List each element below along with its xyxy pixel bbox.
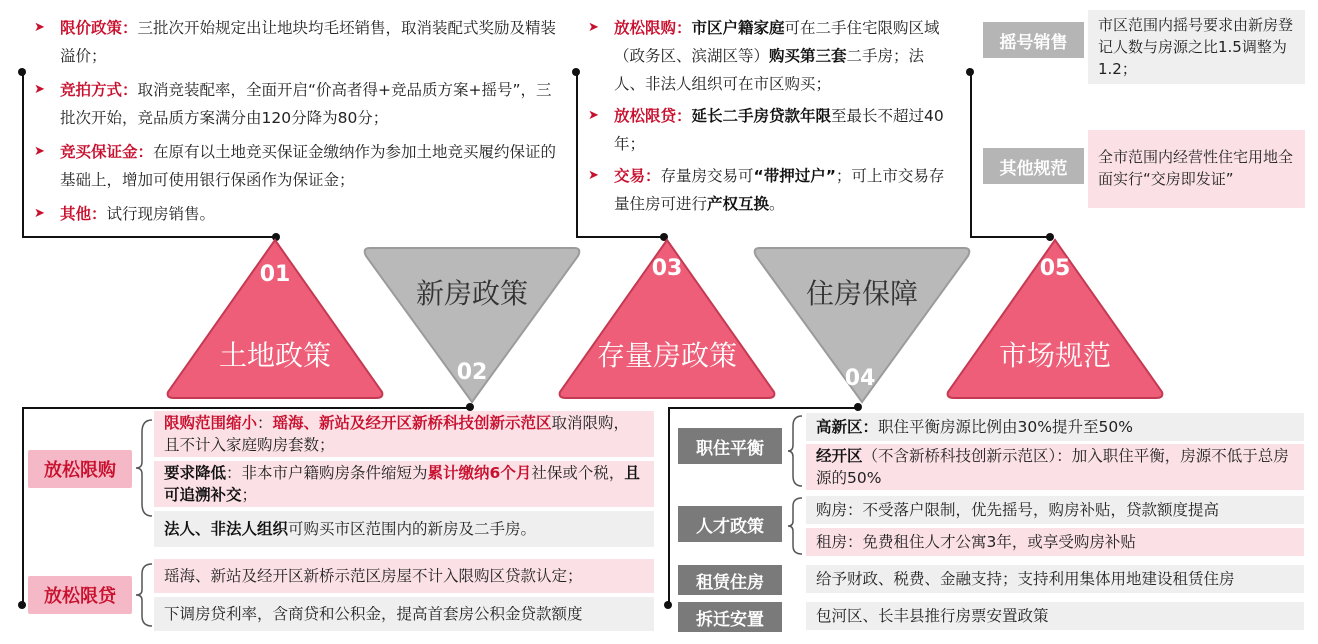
item-bold: 产权互换 [707,195,770,213]
item-bold: 瑶海、新站及经开区新桥科技创新示范区 [272,414,552,432]
list-item [30,76,560,132]
rental-housing-label: 租赁住房 [678,565,782,595]
lottery-sales-label: 摇号销售 [983,22,1084,58]
triangle-number: 03 [651,256,683,281]
item-text: 可购买市区范围内的新房及二手房。 [288,520,537,538]
connector-line [576,74,578,238]
item-label: 竞拍方式： [60,81,138,99]
bracket-icon [786,496,804,556]
triangle-number: 01 [259,262,291,287]
connector-line [668,407,670,607]
item-label: 竞买保证金： [60,143,154,161]
item-text: 可在二手住宅限购区域（政务区、滨湖区等） [614,19,940,65]
item-bold: 限购范围缩小 [164,414,258,432]
triangle-title: 存量房政策 [596,339,737,372]
arrow-icon: ➤ [588,168,599,183]
purchase-item [154,511,654,547]
job-housing-item [806,413,1304,441]
arrow-icon: ➤ [34,144,45,159]
connector-dot [966,68,974,76]
other-rules-text: 全市范围内经营性住宅用地全面实行“交房即发证” [1088,130,1305,208]
item-text: 在原有以土地竞买保证金缴纳作为参加土地竞买履约保证的基础上，增加可使用银行保函作为保证金； [60,143,557,189]
item-text: 取消限购，且不计入家庭购房套数； [164,414,630,454]
talent-item: 购房：不受落户限制，优先摇号，购房补贴，贷款额度提高 [806,496,1304,524]
connector-dot [18,601,26,609]
bracket-icon [786,414,804,488]
item-label: 其他： [60,205,107,223]
bracket-icon [134,418,154,518]
item-text: 。 [769,195,785,213]
list-item [30,138,560,194]
list-item [584,14,954,98]
item-label: 限价政策： [60,19,138,37]
item-bold: 要求降低 [164,464,227,482]
item-text: （不含新桥科技创新示范区）：加入职住平衡，房源不低于总房源的50% [816,447,1289,487]
relocation-label: 拆迁安置 [678,602,782,632]
list-item [584,162,954,218]
item-text: 试行现房销售。 [106,205,216,223]
item-text: 职住平衡房源比例由30%提升至50% [878,418,1133,436]
item-bold: 高新区： [816,418,879,436]
item-label: 放松限贷： [614,107,692,125]
item-text: 社保或个税， [531,464,625,482]
connector-line [22,407,24,607]
connector-dot [664,601,672,609]
list-item [30,200,560,228]
lottery-sales-text: 市区范围内摇号要求由新房登记人数与房源之比1.5调整为1.2； [1088,10,1305,84]
triangle-number: 02 [456,360,488,385]
list-item [584,102,954,158]
item-bold: “带押过户” [753,167,836,185]
item-bold: 延长二手房贷款年限 [691,107,832,125]
triangle-land-policy [160,232,390,404]
talent-item: 租房：免费租住人才公寓3年，或享受购房补贴 [806,528,1304,556]
triangle-number: 05 [1039,256,1071,281]
arrow-icon: ➤ [34,20,45,35]
triangle-number: 04 [844,366,876,391]
item-label: 交易： [614,167,661,185]
connector-line [970,74,972,238]
arrow-icon: ➤ [588,108,599,123]
item-text: ： [257,414,273,432]
purchase-item [154,411,654,457]
triangle-title: 土地政策 [218,339,331,372]
rental-item: 给予财政、税费、金融支持；支持利用集体用地建设租赁住房 [806,565,1304,593]
purchase-item [154,461,654,507]
triangle-title: 市场规范 [998,339,1111,372]
relax-loan-label: 放松限贷 [28,576,132,614]
connector-dot [18,68,26,76]
item-bold: 经开区 [816,447,863,465]
item-text: 至最长不超过40年； [614,107,944,153]
job-housing-balance-label: 职住平衡 [678,428,782,464]
item-label: 放松限购： [614,19,692,37]
item-bold: 法人、非法人组织 [164,520,289,538]
other-rules-label: 其他规范 [983,148,1084,184]
triangle-title: 住房保障 [805,277,918,310]
bracket-icon [134,562,154,628]
item-text: ； [241,486,258,504]
item-bold: 累计缴纳6个月 [427,464,532,482]
connector-line [22,74,24,238]
item-text: 存量房交易可 [660,167,754,185]
item-bold: 且可追溯补交 [164,464,640,504]
item-text: 二手房；法人、非法人组织可在市区购买； [614,47,925,93]
loan-item: 下调房贷利率，含商贷和公积金，提高首套房公积金贷款额度 [154,597,654,631]
connector-dot [572,68,580,76]
talent-policy-label: 人才政策 [678,506,782,542]
item-text: 三批次开始规定出让地块均毛坯销售，取消装配式奖励及精装溢价； [60,19,557,65]
item-text: ：非本市户籍购房条件缩短为 [226,464,428,482]
job-housing-item [806,444,1304,490]
item-text: ；可上市交易存量住房可进行 [614,167,945,213]
relocation-item: 包河区、长丰县推行房票安置政策 [806,602,1304,630]
item-bold: 市区户籍家庭 [691,19,785,37]
loan-item: 瑶海、新站及经开区新桥示范区房屋不计入限购区贷款认定； [154,559,654,593]
existing-housing-list [584,14,954,218]
item-text: 取消竞装配率，全面开启“价高者得+竞品质方案+摇号”，三批次开始，竞品质方案满分由120分降为80分； [60,81,552,127]
arrow-icon: ➤ [34,206,45,221]
triangle-title: 新房政策 [415,277,528,310]
item-bold: 购买第三套 [769,47,847,65]
arrow-icon: ➤ [34,82,45,97]
list-item [30,14,560,70]
arrow-icon: ➤ [588,20,599,35]
relax-purchase-label: 放松限购 [28,450,132,488]
land-policy-list [30,14,560,228]
